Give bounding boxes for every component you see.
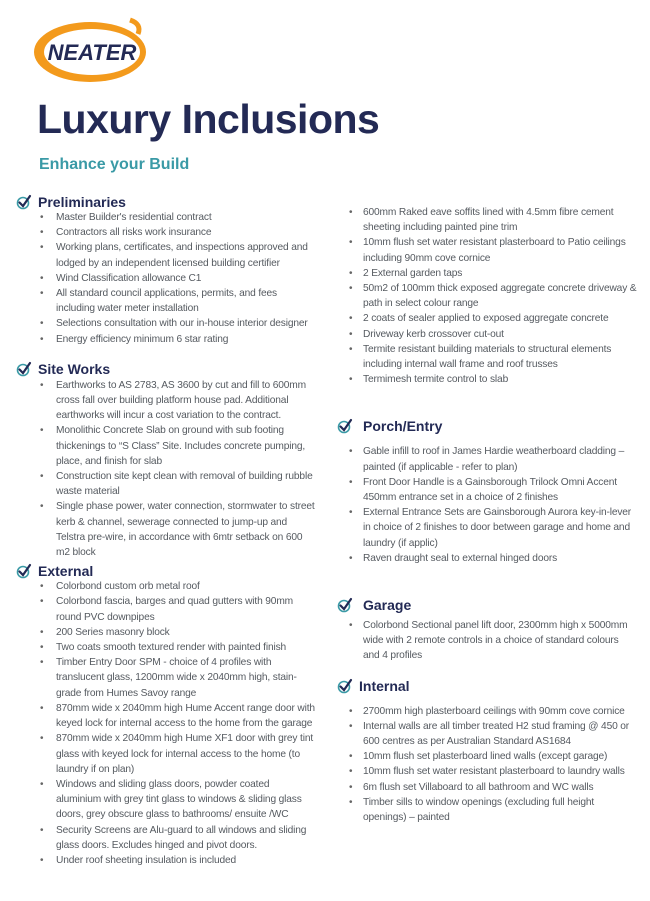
list-item: • Windows and sliding glass doors, powder coated aluminium with grey tint glass to windows & sliding glass doors, grey obscure glass to bathrooms/ ensuite /WC: [56, 777, 316, 823]
list-item: • Working plans, certificates, and inspections approved and lodged by an independent licensed building certifier: [56, 240, 316, 270]
list-item: • Wind Classification allowance C1: [56, 271, 316, 286]
list-item: • 10mm flush set water resistant plasterboard to laundry walls: [363, 764, 637, 779]
list-item: • Selections consultation with our in-house interior designer: [56, 316, 316, 331]
list-item: • Contractors all risks work insurance: [56, 225, 316, 240]
left-column: [16, 193, 316, 868]
list-item: • Raven draught seal to external hinged doors: [363, 551, 637, 566]
list-item: • All standard council applications, permits, and fees including water meter installation: [56, 286, 316, 316]
garage-list: [337, 618, 637, 664]
section-internal: [337, 678, 637, 826]
section-title: Internal: [359, 678, 410, 695]
list-item: • Termimesh termite control to slab: [363, 372, 637, 387]
list-item: • External Entrance Sets are Gainsborough Aurora key-in-lever in choice of 2 finishes to door between garage and home and laundry (if applic): [363, 505, 637, 551]
list-item: • 10mm flush set plasterboard lined walls (except garage): [363, 749, 637, 764]
checkmark-icon: [337, 418, 353, 434]
section-preliminaries: [16, 193, 316, 347]
section-site-works: [16, 361, 316, 560]
section-title: Porch/Entry: [363, 417, 443, 434]
checkmark-icon: [16, 361, 32, 377]
list-item: • Master Builder's residential contract: [56, 210, 316, 225]
list-item: • Single phase power, water connection, stormwater to street kerb & channel, sewerage connected to jump-up and Telstra pre-wire, in accordance with 6mtr setback on 600 m2 block: [56, 499, 316, 560]
list-item: • 10mm flush set water resistant plasterboard to Patio ceilings including 90mm cove cornice: [363, 235, 637, 265]
list-item: • Driveway kerb crossover cut-out: [363, 327, 637, 342]
list-item: • Construction site kept clean with removal of building rubble waste material: [56, 469, 316, 499]
neater-logo: [30, 14, 150, 86]
list-item: • Termite resistant building materials to structural elements including internal wall frame and roof trusses: [363, 342, 637, 372]
list-item: • 870mm wide x 2040mm high Hume Accent range door with keyed lock for internal access to the home from the garage: [56, 701, 316, 731]
list-item: • 2 coats of sealer applied to exposed aggregate concrete: [363, 311, 637, 326]
section-garage: [337, 596, 637, 664]
list-item: • Gable infill to roof in James Hardie weatherboard cladding – painted (if applicable - refer to plan): [363, 444, 637, 474]
list-item: • Timber Entry Door SPM - choice of 4 profiles with translucent glass, 1200mm wide x 2040mm high, stain-grade from Humes Savoy range: [56, 655, 316, 701]
section-title: External: [38, 562, 94, 579]
checkmark-icon: [337, 678, 353, 694]
list-item: • Colorbond fascia, barges and quad gutters with 90mm round PVC downpipes: [56, 594, 316, 624]
external-list: [16, 579, 316, 868]
section-external-continued: [337, 205, 637, 387]
list-item: • 2700mm high plasterboard ceilings with 90mm cove cornice: [363, 704, 637, 719]
logo-graphic: [30, 14, 150, 86]
section-title: Garage: [363, 596, 412, 613]
list-item: • Timber sills to window openings (excluding full height openings) – painted: [363, 795, 637, 825]
preliminaries-list: [16, 210, 316, 347]
list-item: • Security Screens are Alu-guard to all windows and sliding glass doors. Excludes hinged and pivot doors.: [56, 823, 316, 853]
checkmark-icon: [16, 563, 32, 579]
section-external: [16, 562, 316, 868]
section-porch-entry: [337, 417, 637, 566]
list-item: • 50m2 of 100mm thick exposed aggregate concrete driveway & path in select colour range: [363, 281, 637, 311]
list-item: • 600mm Raked eave soffits lined with 4.5mm fibre cement sheeting including painted pine trim: [363, 205, 637, 235]
list-item: • 870mm wide x 2040mm high Hume XF1 door with grey tint glass with keyed lock for internal access to the home (to laundry if on plan): [56, 731, 316, 777]
list-item: • 6m flush set Villaboard to all bathroom and WC walls: [363, 780, 637, 795]
list-item: • Monolithic Concrete Slab on ground with sub footing thickenings to “S Class” Site. Includes concrete pumping, place, and finish for slab: [56, 423, 316, 469]
right-column: [337, 205, 637, 825]
logo-text: NEATER: [47, 40, 137, 65]
page-title: Luxury Inclusions: [37, 96, 380, 142]
section-title: Preliminaries: [38, 193, 126, 210]
list-item: • Under roof sheeting insulation is included: [56, 853, 316, 868]
list-item: • Colorbond custom orb metal roof: [56, 579, 316, 594]
list-item: • Front Door Handle is a Gainsborough Trilock Omni Accent 450mm entrance set in a choice of 2 finishes: [363, 475, 637, 505]
site-works-list: [16, 378, 316, 560]
list-item: • Two coats smooth textured render with painted finish: [56, 640, 316, 655]
page-subtitle: Enhance your Build: [39, 156, 190, 173]
list-item: • Internal walls are all timber treated H2 stud framing @ 450 or 600 centres as per Australian Standard AS1684: [363, 719, 637, 749]
list-item: • 200 Series masonry block: [56, 625, 316, 640]
checkmark-icon: [16, 194, 32, 210]
section-title: Site Works: [38, 361, 111, 378]
list-item: • Colorbond Sectional panel lift door, 2300mm high x 5000mm wide with 2 remote controls in a choice of standard colours and 4 profiles: [363, 618, 637, 664]
porch-entry-list: [337, 444, 637, 566]
checkmark-icon: [337, 597, 353, 613]
internal-list: [337, 704, 637, 826]
external-continued-list: [337, 205, 637, 387]
list-item: • 2 External garden taps: [363, 266, 637, 281]
list-item: • Energy efficiency minimum 6 star rating: [56, 332, 316, 347]
list-item: • Earthworks to AS 2783, AS 3600 by cut and fill to 600mm cross fall over building platform house pad. Additional earthworks will incur a cost variation to the contract.: [56, 378, 316, 424]
